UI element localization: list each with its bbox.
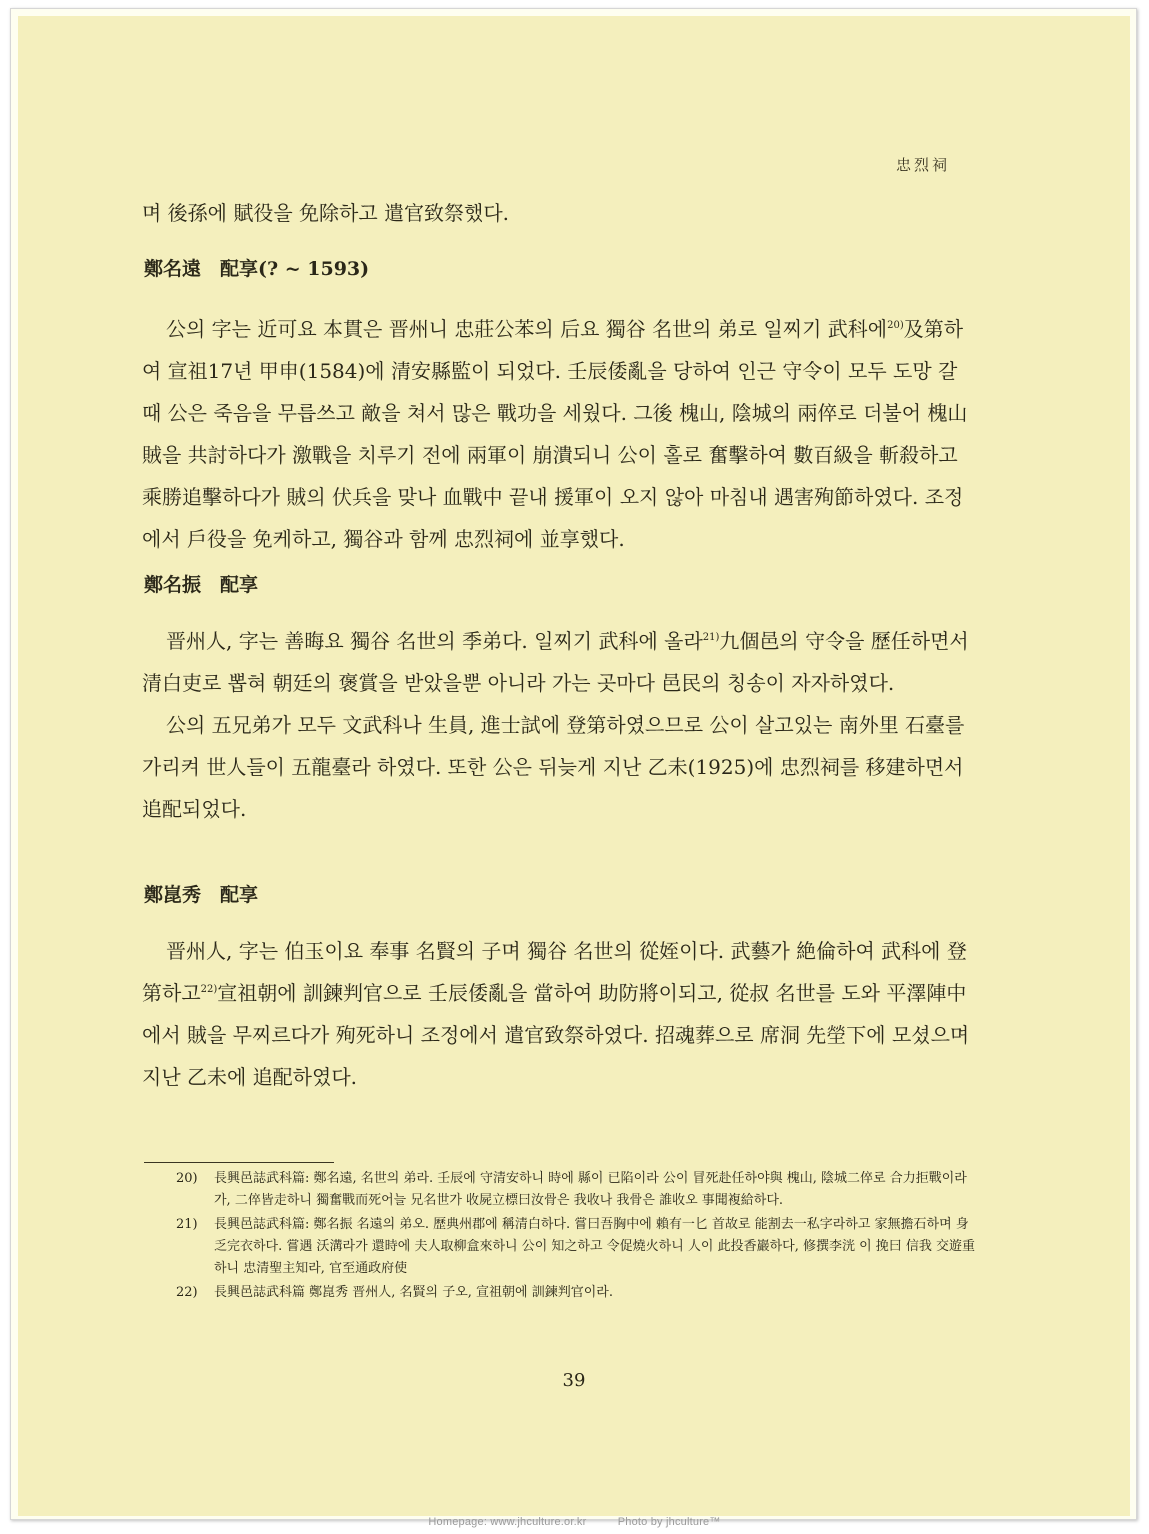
photo-credit-text: Photo by jhculture™ (617, 1516, 721, 1528)
footnote-number: 21) (176, 1217, 198, 1232)
footnote-number: 20) (176, 1171, 198, 1186)
photo-credit (0, 1516, 1149, 1528)
footnote-number: 22) (176, 1285, 198, 1300)
book-page (18, 16, 1130, 1516)
paragraph (142, 620, 972, 704)
paragraph-text: 公의 字는 近可요 本貫은 晋州니 忠莊公苯의 后요 獨谷 名世의 弟로 일찌기 武科에 (166, 317, 888, 341)
footnote-20 (176, 1168, 976, 1212)
footnotes (176, 1168, 976, 1306)
running-header: 忠烈祠 (895, 156, 950, 174)
section-body-2 (142, 620, 972, 830)
section-body-3 (142, 930, 972, 1098)
paragraph-text: 晋州人, 字는 善晦요 獨谷 名世의 季弟다. 일찌기 武科에 올라 (166, 629, 703, 653)
paragraph (142, 930, 972, 1098)
section-heading-1: 鄭名遠 配享(? ~ 1593) (144, 258, 370, 280)
homepage-link[interactable]: Homepage: www.jhculture.or.kr (428, 1516, 587, 1528)
paragraph-text: 宣祖朝에 訓鍊判官으로 壬辰倭亂을 當하여 助防將이되고, 從叔 名世를 도와 平澤陣中에서 賊을 무찌르다가 殉死하니 조정에서 遣官致祭하였다. 招魂葬으로 席洞 先塋下에 모셨으며 지난 乙未에 追配하였다. (142, 981, 970, 1089)
opening-line: 며 後孫에 賦役을 免除하고 遣官致祭했다. (142, 201, 510, 225)
footnote-22 (176, 1282, 976, 1304)
paragraph (142, 308, 972, 560)
section-heading-3: 鄭崑秀 配享 (144, 884, 259, 906)
page-number: 39 (562, 1370, 586, 1391)
footnote-text: 長興邑誌武科篇 鄭崑秀 晋州人, 名賢의 子오, 宣祖朝에 訓鍊判官이라. (214, 1285, 613, 1300)
paragraph (142, 704, 972, 830)
footnote-21 (176, 1214, 976, 1280)
footnote-ref: 22) (200, 984, 218, 995)
section-heading-2: 鄭名振 配享 (144, 574, 259, 596)
footnote-ref: 20) (887, 320, 904, 331)
paragraph-text: 晋州人, 字는 伯玉이요 奉事 名賢의 子며 獨谷 名世의 從姪이다. 武藝가 絶倫하여 武科에 登第하고 (142, 939, 967, 1005)
footnote-text: 長興邑誌武科篇: 鄭名遠, 名世의 弟라. 壬辰에 守清安하니 時에 縣이 已陷이라 公이 冒死赴任하야與 槐山, 陰城二倅로 合力拒戰이라가, 二倅皆走하니 獨奮戰而死어늘 兄名世가 收屍立標曰汝骨은 我收나 我骨은 誰收오 事聞複給하다. (214, 1171, 967, 1208)
footnote-divider (144, 1162, 334, 1163)
section-body-1 (142, 308, 972, 560)
footnote-ref: 21) (702, 632, 720, 643)
footnote-text: 長興邑誌武科篇: 鄭名振 名遠의 弟오. 歷典州郡에 稱清白하다. 嘗曰吾胸中에 賴有一匕 首故로 能割去一私字라하고 家無擔石하며 身乏完衣하다. 嘗遇 沃溝라가 還時에 夫人取柳盒來하니 公이 知之하고 令促燒火하니 人이 此投香巖하다, 修撰李洸 이 挽曰 信我 交遊重하니 忠清聖主知라, 官至通政府使 (214, 1217, 976, 1276)
paragraph-text: 公의 五兄弟가 모두 文武科나 生員, 進士試에 登第하였으므로 公이 살고있는 南外里 石臺를 가리켜 世人들이 五龍臺라 하였다. 또한 公은 뒤늦게 지난 乙未(1925)에 忠烈祠를 移建하면서 追配되었다. (142, 713, 965, 821)
paragraph-text: 九個邑의 守令을 歷任하면서 清白吏로 뽑혀 朝廷의 褒賞을 받았을뿐 아니라 가는 곳마다 邑民의 칭송이 자자하였다. (142, 629, 969, 695)
paragraph-text: 及第하여 宣祖17년 甲申(1584)에 清安縣監이 되었다. 壬辰倭亂을 당하여 인근 守令이 모두 도망 갈때 公은 죽음을 무릅쓰고 敵을 쳐서 많은 戰功을 세웠다. 그後 槐山, 陰城의 兩倅로 더불어 槐山賊을 共討하다가 激戰을 치루기 전에 兩軍이 崩潰되니 公이 홀로 奮擊하여 數百級을 斬殺하고 乘勝追擊하다가 賊의 伏兵을 맞나 血戰中 끝내 援軍이 오지 않아 마침내 遇害殉節하였다. 조정에서 戶役을 免케하고, 獨谷과 함께 忠烈祠에 並享했다. (142, 317, 968, 551)
